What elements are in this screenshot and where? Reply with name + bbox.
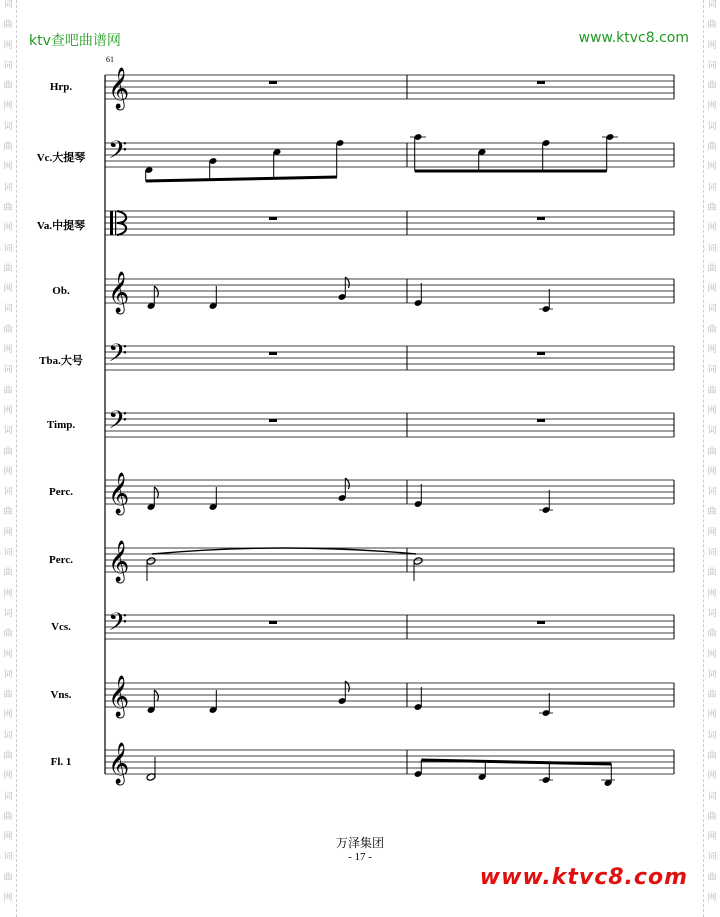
- whole-rest: [269, 352, 277, 355]
- side-watermark-char: 曲: [3, 568, 13, 579]
- side-watermark-char: 曲: [3, 750, 13, 761]
- side-watermark-char: 曲: [707, 385, 717, 396]
- bass-clef-icon: 𝄢: [108, 339, 128, 374]
- side-watermark-char: 词: [707, 60, 717, 71]
- side-watermark-char: 词: [707, 608, 717, 619]
- side-watermark-char: 词: [707, 730, 717, 741]
- side-watermark-char: 词: [707, 669, 717, 680]
- site-name-header[interactable]: ktv查吧曲谱网: [29, 33, 121, 49]
- side-watermark-char: 词: [3, 304, 13, 315]
- side-watermark-char: 曲: [3, 385, 13, 396]
- side-watermark-char: 词: [3, 852, 13, 863]
- side-watermark-char: 曲: [707, 446, 717, 457]
- side-watermark-char: 网: [707, 466, 717, 477]
- instrument-label: Hrp.: [49, 81, 73, 93]
- treble-clef-icon: 𝄞: [108, 541, 130, 582]
- side-watermark-char: 网: [3, 40, 13, 51]
- whole-rest: [537, 621, 545, 624]
- whole-rest: [269, 81, 277, 84]
- side-watermark-char: 网: [3, 649, 13, 660]
- side-watermark-char: 网: [3, 832, 13, 843]
- side-watermark-char: 曲: [707, 568, 717, 579]
- side-watermark-char: 词: [707, 426, 717, 437]
- side-watermark-char: 曲: [3, 142, 13, 153]
- side-watermark-char: 网: [707, 893, 717, 904]
- side-watermark-char: 网: [707, 649, 717, 660]
- side-watermark-char: 词: [707, 852, 717, 863]
- side-watermark-char: 曲: [3, 81, 13, 92]
- side-watermark-char: 网: [707, 40, 717, 51]
- side-watermark-char: 词: [3, 0, 13, 10]
- side-watermark-char: 曲: [3, 20, 13, 31]
- instrument-label: Perc.: [49, 486, 73, 498]
- side-watermark-char: 词: [3, 243, 13, 254]
- side-watermark-char: 词: [707, 0, 717, 10]
- side-watermark-char: 网: [3, 466, 13, 477]
- treble-clef-icon: 𝄞: [108, 473, 130, 514]
- measure-number: 61: [106, 55, 114, 64]
- alto-clef-icon: [115, 211, 116, 235]
- whole-rest: [537, 352, 545, 355]
- instrument-label: Timp.: [46, 419, 76, 431]
- side-watermark-char: 网: [707, 405, 717, 416]
- side-watermark-char: 词: [707, 121, 717, 132]
- side-watermark-char: 词: [3, 182, 13, 193]
- side-watermark-char: 网: [3, 588, 13, 599]
- half-note-head: [146, 557, 156, 565]
- side-watermark-char: 网: [707, 527, 717, 538]
- side-watermark-char: 曲: [707, 263, 717, 274]
- side-watermark-char: 网: [707, 832, 717, 843]
- bass-clef-icon: 𝄢: [108, 608, 128, 643]
- side-watermark-char: 词: [3, 121, 13, 132]
- bass-clef-icon: 𝄢: [108, 406, 128, 441]
- whole-rest: [537, 217, 545, 220]
- side-watermark-char: 网: [3, 771, 13, 782]
- side-watermark-char: 曲: [707, 507, 717, 518]
- whole-rest: [537, 419, 545, 422]
- publisher-name: 万泽集团: [335, 836, 384, 850]
- side-watermark-char: 曲: [707, 872, 717, 883]
- side-watermark-char: 网: [3, 345, 13, 356]
- note-beam: [421, 760, 611, 764]
- side-watermark-char: 网: [707, 101, 717, 112]
- side-watermark-char: 曲: [3, 507, 13, 518]
- treble-clef-icon: 𝄞: [108, 68, 130, 109]
- bass-clef-icon: 𝄢: [108, 136, 128, 171]
- side-watermark-char: 曲: [707, 202, 717, 213]
- side-watermark-char: 网: [3, 893, 13, 904]
- side-watermark-char: 词: [3, 60, 13, 71]
- side-watermark-char: 曲: [3, 690, 13, 701]
- side-watermark-char: 曲: [3, 446, 13, 457]
- side-watermark-char: 网: [707, 162, 717, 173]
- note-beam: [146, 177, 337, 181]
- side-watermark-char: 曲: [707, 629, 717, 640]
- instrument-label: Ob.: [52, 285, 70, 297]
- side-watermark-char: 词: [707, 243, 717, 254]
- note-flag: [154, 286, 158, 297]
- whole-rest: [269, 419, 277, 422]
- side-watermark-char: 曲: [707, 811, 717, 822]
- instrument-label: Tba.大号: [39, 355, 83, 367]
- side-watermark-char: 网: [3, 162, 13, 173]
- side-watermark-char: 网: [707, 345, 717, 356]
- side-watermark-char: 网: [707, 588, 717, 599]
- side-watermark-char: 曲: [3, 629, 13, 640]
- side-watermark-char: 词: [707, 365, 717, 376]
- side-watermark-char: 网: [3, 223, 13, 234]
- side-watermark-char: 词: [3, 548, 13, 559]
- side-watermark-char: 曲: [707, 750, 717, 761]
- side-watermark-char: 词: [3, 608, 13, 619]
- side-watermark-char: 网: [3, 527, 13, 538]
- side-watermark-char: 网: [3, 101, 13, 112]
- side-watermark-char: 网: [3, 710, 13, 721]
- side-watermark-char: 词: [3, 426, 13, 437]
- note-flag: [154, 487, 158, 498]
- side-watermark-char: 词: [3, 365, 13, 376]
- side-watermark-char: 词: [707, 182, 717, 193]
- side-watermark-char: 词: [707, 487, 717, 498]
- treble-clef-icon: 𝄞: [108, 272, 130, 313]
- instrument-label: Vns.: [50, 689, 72, 701]
- site-url-header[interactable]: www.ktvc8.com: [578, 30, 689, 46]
- side-watermark-char: 词: [707, 304, 717, 315]
- side-watermark-char: 曲: [707, 690, 717, 701]
- side-watermark-char: 网: [3, 405, 13, 416]
- side-watermark-char: 词: [3, 791, 13, 802]
- page-number: - 17 -: [348, 851, 372, 863]
- side-watermark-char: 曲: [3, 324, 13, 335]
- side-watermark-char: 网: [707, 771, 717, 782]
- side-watermark-char: 曲: [707, 20, 717, 31]
- watermark-logo: www.ktvc8.com: [479, 865, 688, 890]
- side-watermark-char: 网: [707, 710, 717, 721]
- alto-clef-icon: [110, 211, 113, 235]
- half-note-head: [413, 557, 423, 565]
- side-watermark-char: 网: [707, 284, 717, 295]
- instrument-label: Perc.: [49, 554, 73, 566]
- side-watermark-char: 词: [3, 669, 13, 680]
- side-watermark-char: 曲: [707, 81, 717, 92]
- side-watermark-char: 曲: [707, 324, 717, 335]
- instrument-label: Fl. 1: [50, 756, 72, 768]
- side-watermark-char: 词: [707, 548, 717, 559]
- side-watermark-char: 曲: [3, 263, 13, 274]
- side-watermark-char: 词: [707, 791, 717, 802]
- tie: [152, 548, 416, 554]
- side-watermark-char: 曲: [3, 202, 13, 213]
- note-flag: [154, 690, 158, 701]
- whole-rest: [269, 217, 277, 220]
- whole-rest: [269, 621, 277, 624]
- side-watermark-char: 曲: [3, 872, 13, 883]
- side-watermark-char: 词: [3, 730, 13, 741]
- treble-clef-icon: 𝄞: [108, 676, 130, 717]
- side-watermark-char: 网: [707, 223, 717, 234]
- side-watermark-char: 词: [3, 487, 13, 498]
- instrument-label: Va.中提琴: [36, 220, 86, 232]
- treble-clef-icon: 𝄞: [108, 743, 130, 784]
- side-watermark-char: 网: [3, 284, 13, 295]
- instrument-label: Vcs.: [51, 621, 71, 633]
- side-watermark-char: 曲: [707, 142, 717, 153]
- instrument-label: Vc.大提琴: [36, 152, 86, 164]
- side-watermark-char: 曲: [3, 811, 13, 822]
- whole-rest: [537, 81, 545, 84]
